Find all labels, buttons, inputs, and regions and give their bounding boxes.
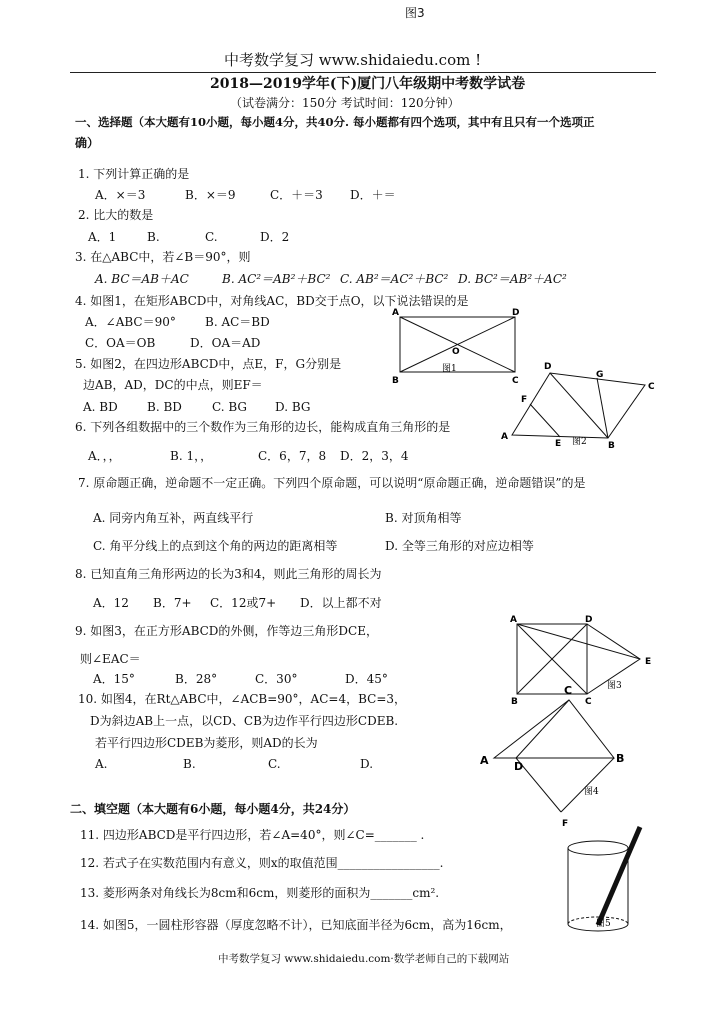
- fig3-caption: 图3: [607, 681, 622, 691]
- q7-option-c: C. 角平分线上的点到这个角的两边的距离相等: [93, 539, 338, 553]
- q8-stem: 8. 已知直角三角形两边的长为3和4，则此三角形的周长为: [75, 567, 382, 581]
- exam-title: 2018—2019学年(下)厦门八年级期中考数学试卷: [210, 76, 526, 92]
- q1-option-d: D．＋＝: [350, 188, 396, 202]
- q8-option-a: A．12: [93, 596, 129, 610]
- q6-stem: 6. 下列各组数据中的三个数作为三角形的边长，能构成直角三角形的是: [75, 420, 451, 434]
- q10-option-a: A.: [95, 757, 108, 771]
- q10-stem3: 若平行四边形CDEB为菱形，则AD的长为: [95, 736, 318, 750]
- q10-stem: 10. 如图4，在Rt△ABC中，∠ACB=90°，AC=4，BC=3，: [78, 692, 407, 706]
- fig4-label-c: C: [564, 684, 573, 697]
- fig1-label-b: B: [392, 376, 399, 386]
- page-header: 中考数学复习 www.shidaiedu.com !: [224, 51, 482, 69]
- fig4-label-f: F: [562, 819, 569, 829]
- q5-stem2: 边AB，AD，DC的中点，则EF＝: [83, 378, 263, 392]
- figure-2: [500, 360, 665, 450]
- fig2-caption: 图2: [572, 437, 587, 447]
- fig2-label-g: G: [596, 370, 604, 380]
- q4-option-c: C．OA＝OB: [85, 336, 156, 350]
- fig2-label-f: F: [521, 395, 528, 405]
- fill-q14: 14. 如图5，一圆柱形容器（厚度忽略不计），已知底面半径为6cm，高为16cm，: [80, 918, 512, 932]
- top-caption: 图3: [405, 6, 425, 20]
- fig2-label-b: B: [608, 441, 615, 451]
- section1-heading-line1: 一、选择题（本大题有10小题，每小题4分，共40分. 每小题都有四个选项，其中有且只有一个选项正: [75, 115, 595, 129]
- q8-option-b: B．7+: [153, 596, 192, 610]
- q5-option-b: B. BD: [147, 400, 182, 414]
- q2-option-c: C.: [205, 230, 218, 244]
- q9-option-b: B．28°: [175, 672, 218, 686]
- fig3-label-a: A: [510, 615, 517, 625]
- q4-option-a: A．∠ABC＝90°: [85, 315, 176, 329]
- fig4-label-b: B: [616, 752, 625, 765]
- q3-stem: 3. 在△ABC中，若∠B＝90°，则: [75, 250, 251, 264]
- fig4-label-d: D: [514, 760, 524, 773]
- q10-option-c: C.: [268, 757, 281, 771]
- figure-4: [476, 682, 626, 832]
- fill-q13: 13. 菱形两条对角线长为8cm和6cm，则菱形的面积为_______cm².: [80, 886, 440, 900]
- fig5-caption: 图5: [596, 919, 611, 929]
- q3-option-d: D. BC²＝AB²＋AC²: [458, 272, 567, 286]
- q9-option-a: A．15°: [93, 672, 135, 686]
- q9-option-d: D．45°: [345, 672, 388, 686]
- q9-stem: 9. 如图3，在正方形ABCD的外侧，作等边三角形DCE，: [75, 624, 378, 638]
- q5-option-a: A. BD: [83, 400, 118, 414]
- q10-option-d: D.: [360, 757, 374, 771]
- q1-option-c: C．＋＝3: [270, 188, 323, 202]
- q1-option-b: B．×＝9: [185, 188, 236, 202]
- q4-option-d: D．OA＝AD: [190, 336, 261, 350]
- q8-option-d: D．以上都不对: [300, 596, 382, 610]
- fig3-label-c: C: [585, 697, 592, 707]
- q7-stem: 7. 原命题正确，逆命题不一定正确。下列四个原命题，可以说明“原命题正确，逆命题错误”的是: [78, 476, 586, 490]
- q2-option-d: D．2: [260, 230, 290, 244]
- fig4-caption: 图4: [584, 787, 599, 797]
- q6-option-b: B. 1，，: [170, 449, 213, 463]
- section2-heading: 二、填空题（本大题有6小题，每小题4分，共24分）: [70, 802, 356, 816]
- q3-option-c: C. AB²＝AC²＋BC²: [340, 272, 449, 286]
- fig3-label-b: B: [511, 697, 518, 707]
- fig2-label-e: E: [555, 439, 562, 449]
- fill-q12: 12. 若式子在实数范围内有意义，则x的取值范围_________________.: [80, 856, 444, 870]
- section1-heading-line2: 确）: [75, 136, 100, 150]
- q8-option-c: C．12或7+: [210, 596, 277, 610]
- q10-option-b: B.: [183, 757, 196, 771]
- fig4-label-a: A: [480, 754, 489, 767]
- q6-option-c: C．6，7，8: [258, 449, 327, 463]
- fill-q11: 11. 四边形ABCD是平行四边形，若∠A=40°，则∠C=_______ .: [80, 828, 425, 842]
- q5-option-c: C. BG: [212, 400, 248, 414]
- fig1-label-o: O: [452, 347, 460, 357]
- q10-stem2: D为斜边AB上一点，以CD、CB为边作平行四边形CDEB.: [90, 714, 399, 728]
- q2-option-a: A．1: [88, 230, 117, 244]
- q7-option-d: D. 全等三角形的对应边相等: [385, 539, 534, 553]
- q6-option-d: D．2，3，4: [340, 449, 409, 463]
- fig3-label-d: D: [585, 615, 593, 625]
- q6-option-a: A．，，: [88, 449, 121, 463]
- exam-subtitle: （试卷满分：150分 考试时间：120分钟）: [230, 96, 460, 110]
- fig2-label-d: D: [544, 362, 552, 372]
- fig2-label-c: C: [648, 382, 655, 392]
- fig3-label-e: E: [645, 657, 652, 667]
- q3-option-b: B. AC²＝AB²＋BC²: [222, 272, 331, 286]
- page-footer: 中考数学复习 www.shidaiedu.com·数学老师自己的下载网站: [218, 953, 510, 965]
- q5-stem: 5. 如图2，在四边形ABCD中，点E，F，G分别是: [75, 357, 342, 371]
- q9-option-c: C．30°: [255, 672, 298, 686]
- header-rule: [70, 72, 656, 73]
- q7-option-a: A. 同旁内角互补，两直线平行: [93, 511, 254, 525]
- fig1-label-d: D: [512, 308, 520, 318]
- q1-option-a: A．×＝3: [95, 188, 146, 202]
- q3-option-a: A. BC＝AB＋AC: [95, 272, 189, 286]
- figure-5: [558, 822, 658, 942]
- fig1-label-a: A: [392, 308, 399, 318]
- q2-option-b: B.: [147, 230, 160, 244]
- q5-option-d: D. BG: [275, 400, 311, 414]
- fig1-caption: 图1: [442, 364, 457, 374]
- q2-stem: 2. 比大的数是: [78, 208, 154, 222]
- q9-stem2: 则∠EAC＝: [80, 652, 141, 666]
- q4-option-b: B. AC＝BD: [205, 315, 270, 329]
- q4-stem: 4. 如图1，在矩形ABCD中，对角线AC，BD交于点O，以下说法错误的是: [75, 294, 469, 308]
- fig1-label-c: C: [512, 376, 519, 386]
- q7-option-b: B. 对顶角相等: [385, 511, 462, 525]
- fig2-label-a: A: [501, 432, 508, 442]
- q1-stem: 1. 下列计算正确的是: [78, 167, 190, 181]
